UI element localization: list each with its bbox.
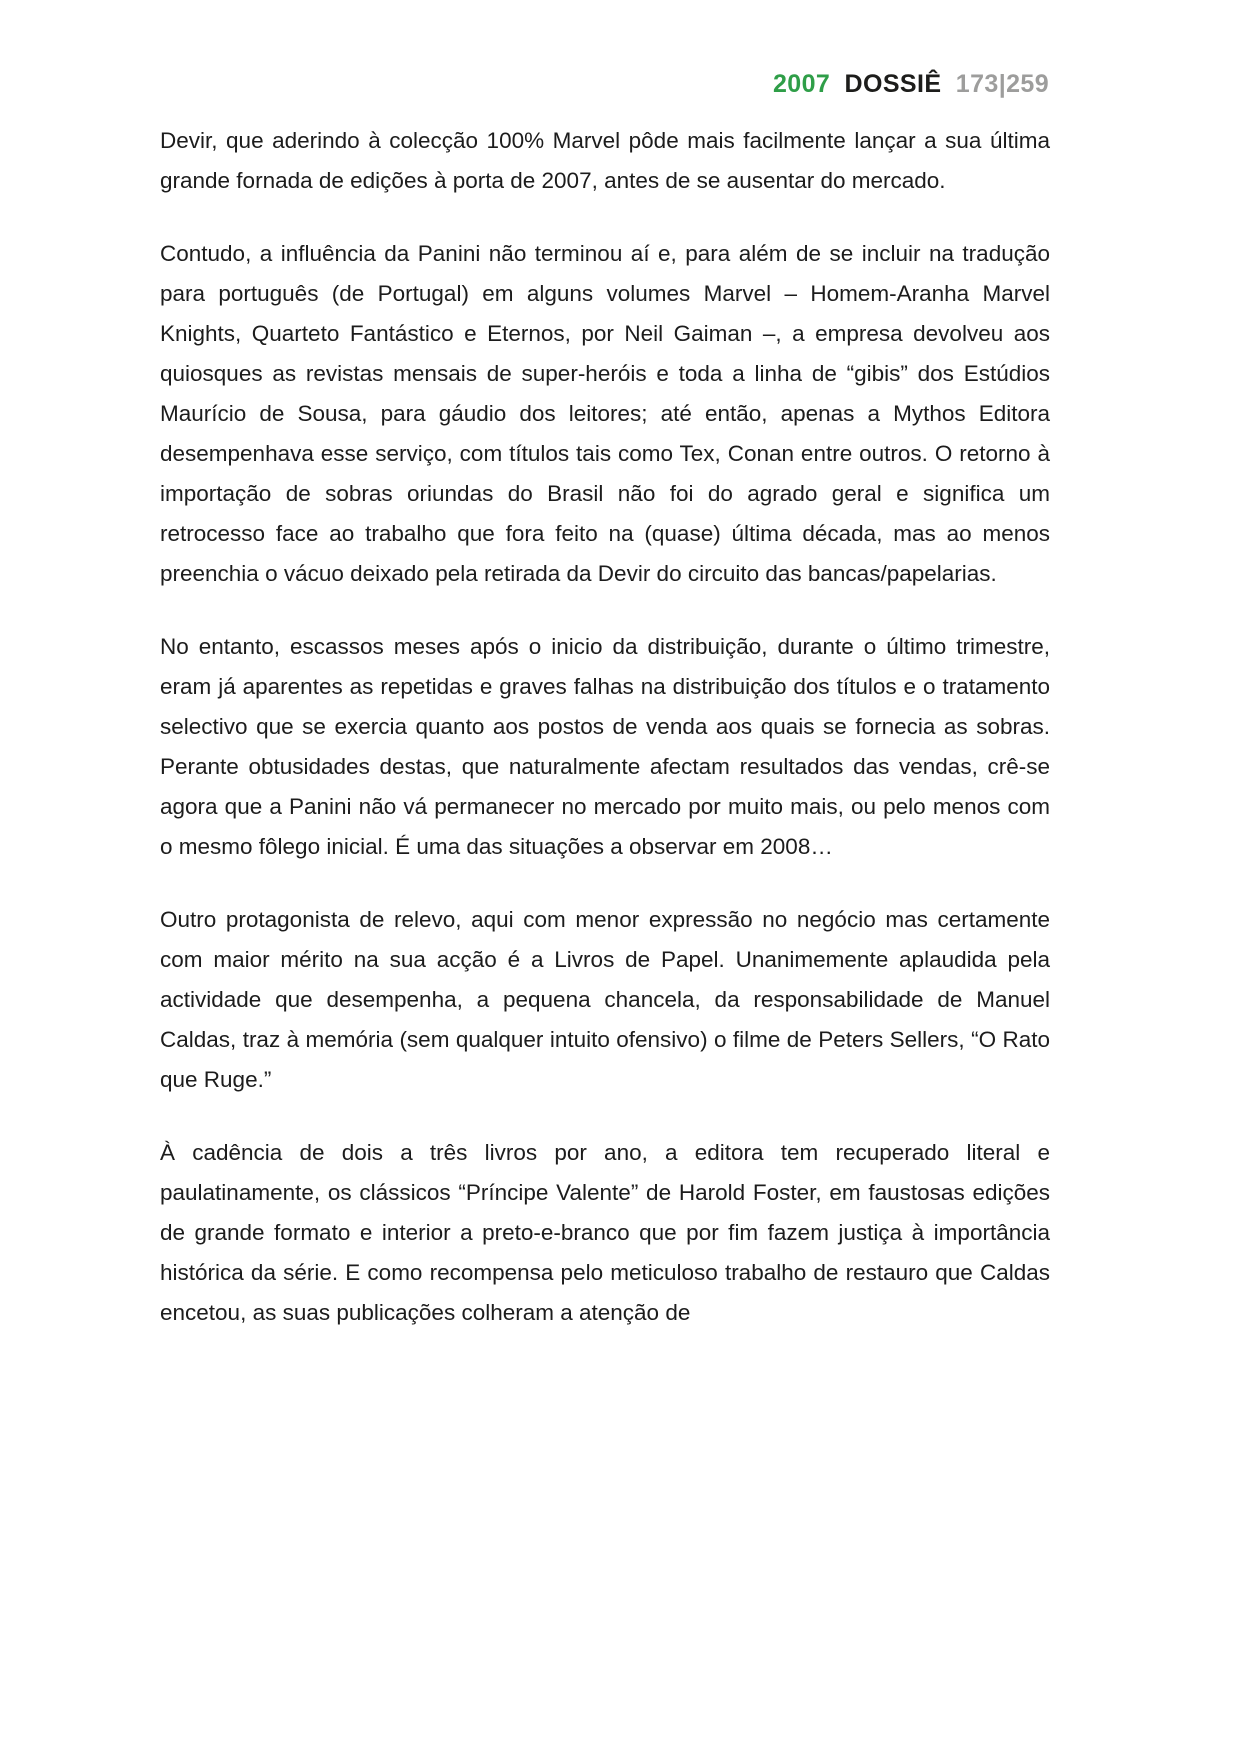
paragraph-1: Devir, que aderindo à colecção 100% Marvel pôde mais facilmente lançar a sua última grande fornada de edições à porta de 2007, antes de se ausentar do mercado. (160, 128, 1050, 193)
paragraph-3: No entanto, escassos meses após o inicio da distribuição, durante o último trimestre, eram já aparentes as repetidas e graves falhas na distribuição dos títulos e o tratamento selectivo que se exercia quanto aos postos de venda aos quais se fornecia as sobras. Perante obtusidades destas, que naturalmente afectam resultados das vendas, crê-se agora que a Panini não vá permanecer no mercado por muito mais, ou pelo menos com o mesmo fôlego inicial. É uma das situações a observar em 2008… (160, 634, 1050, 859)
paragraph-2: Contudo, a influência da Panini não terminou aí e, para além de se incluir na tradução para português (de Portugal) em alguns volumes Marvel – Homem-Aranha Marvel Knights, Quarteto Fantástico e Eternos, por Neil Gaiman –, a empresa devolveu aos quiosques as revistas mensais de super-heróis e toda a linha de “gibis” dos Estúdios Maurício de Sousa, para gáudio dos leitores; até então, apenas a Mythos Editora desempenhava esse serviço, com títulos tais como Tex, Conan entre outros. O retorno à importação de sobras oriundas do Brasil não foi do agrado geral e significa um retrocesso face ao trabalho que fora feito na (quase) última década, mas ao menos preenchia o vácuo deixado pela retirada da Devir do circuito das bancas/papelarias. (160, 241, 1050, 586)
body-text (160, 121, 1050, 1333)
header-year: 2007 (772, 70, 831, 98)
header-section-title: DOSSIÊ (844, 70, 942, 98)
header-page-number: 173|259 (955, 70, 1049, 98)
paragraph-4: Outro protagonista de relevo, aqui com menor expressão no negócio mas certamente com maior mérito na sua acção é a Livros de Papel. Unanimemente aplaudida pela actividade que desempenha, a pequena chancela, da responsabilidade de Manuel Caldas, traz à memória (sem qualquer intuito ofensivo) o filme de Peters Sellers, “O Rato que Ruge.” (160, 907, 1050, 1092)
page-header (773, 70, 1049, 99)
paragraph-5: À cadência de dois a três livros por ano, a editora tem recuperado literal e paulatinamente, os clássicos “Príncipe Valente” de Harold Foster, em faustosas edições de grande formato e interior a preto-e-branco que por fim fazem justiça à importância histórica da série. E como recompensa pelo meticuloso trabalho de restauro que Caldas encetou, as suas publicações colheram a atenção de (160, 1140, 1050, 1325)
